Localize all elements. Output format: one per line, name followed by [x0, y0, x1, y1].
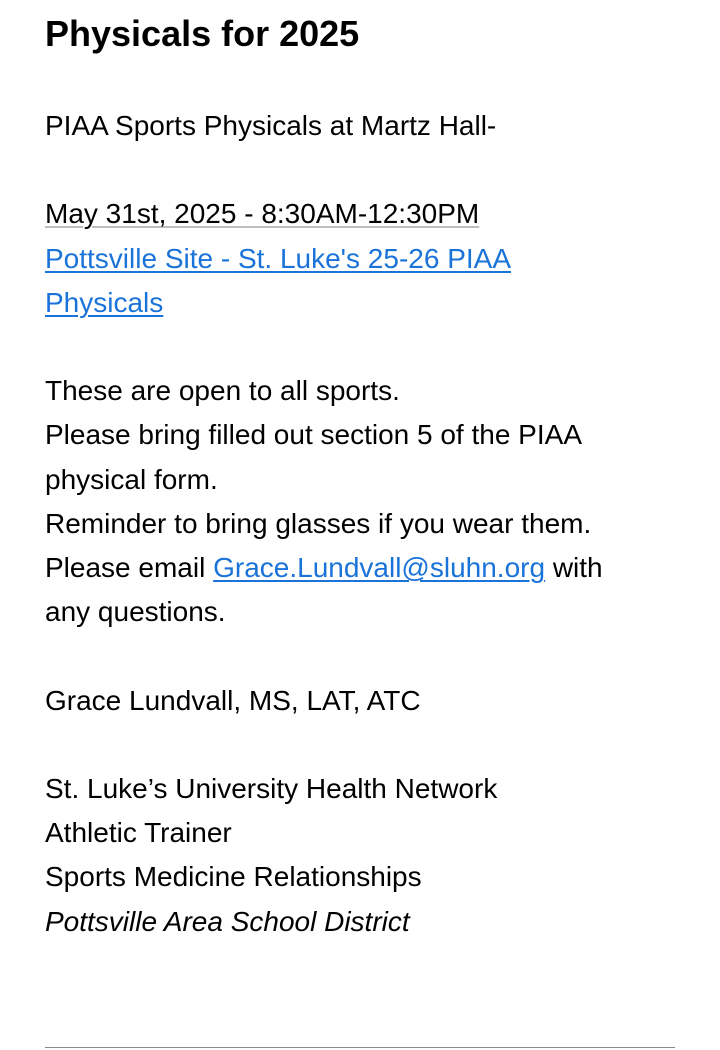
registration-link-line-2[interactable] — [45, 281, 685, 325]
bottom-divider — [45, 1047, 675, 1048]
spacer — [45, 148, 685, 192]
spacer — [45, 325, 685, 369]
signature-district: Pottsville Area School District — [45, 905, 410, 937]
event-date-time[interactable]: May 31st, 2025 - 8:30AM-12:30PM — [45, 198, 480, 230]
intro-text: PIAA Sports Physicals at Martz Hall- — [45, 110, 497, 141]
registration-link-continued[interactable]: Physicals — [45, 286, 164, 318]
signature-organization: St. Luke’s University Health Network — [45, 772, 498, 804]
signature-role: Athletic Trainer — [45, 817, 232, 849]
page-title: Physicals for 2025 — [45, 13, 360, 54]
email-prefix: Please email — [45, 552, 214, 583]
signature-department: Sports Medicine Relationships — [45, 861, 422, 893]
note-bring-form-continued: physical form. — [45, 463, 218, 495]
signature-name: Grace Lundvall, MS, LAT, ATC — [45, 684, 421, 716]
registration-link[interactable]: Pottsville Site - St. Luke's 25-26 PIAA — [45, 242, 512, 274]
note-email — [45, 546, 685, 590]
email-link[interactable]: Grace.Lundvall@sluhn.org — [213, 552, 546, 583]
note-bring-form: Please bring filled out section 5 of the PIAA — [45, 419, 582, 451]
note-open-to-all: These are open to all sports. — [45, 375, 400, 407]
note-glasses: Reminder to bring glasses if you wear them. — [45, 507, 592, 539]
note-questions: any questions. — [45, 596, 226, 628]
email-suffix: with — [545, 552, 603, 583]
spacer — [45, 634, 685, 678]
spacer — [45, 723, 685, 767]
message-text — [45, 104, 685, 944]
registration-link-line-1[interactable] — [45, 237, 685, 281]
